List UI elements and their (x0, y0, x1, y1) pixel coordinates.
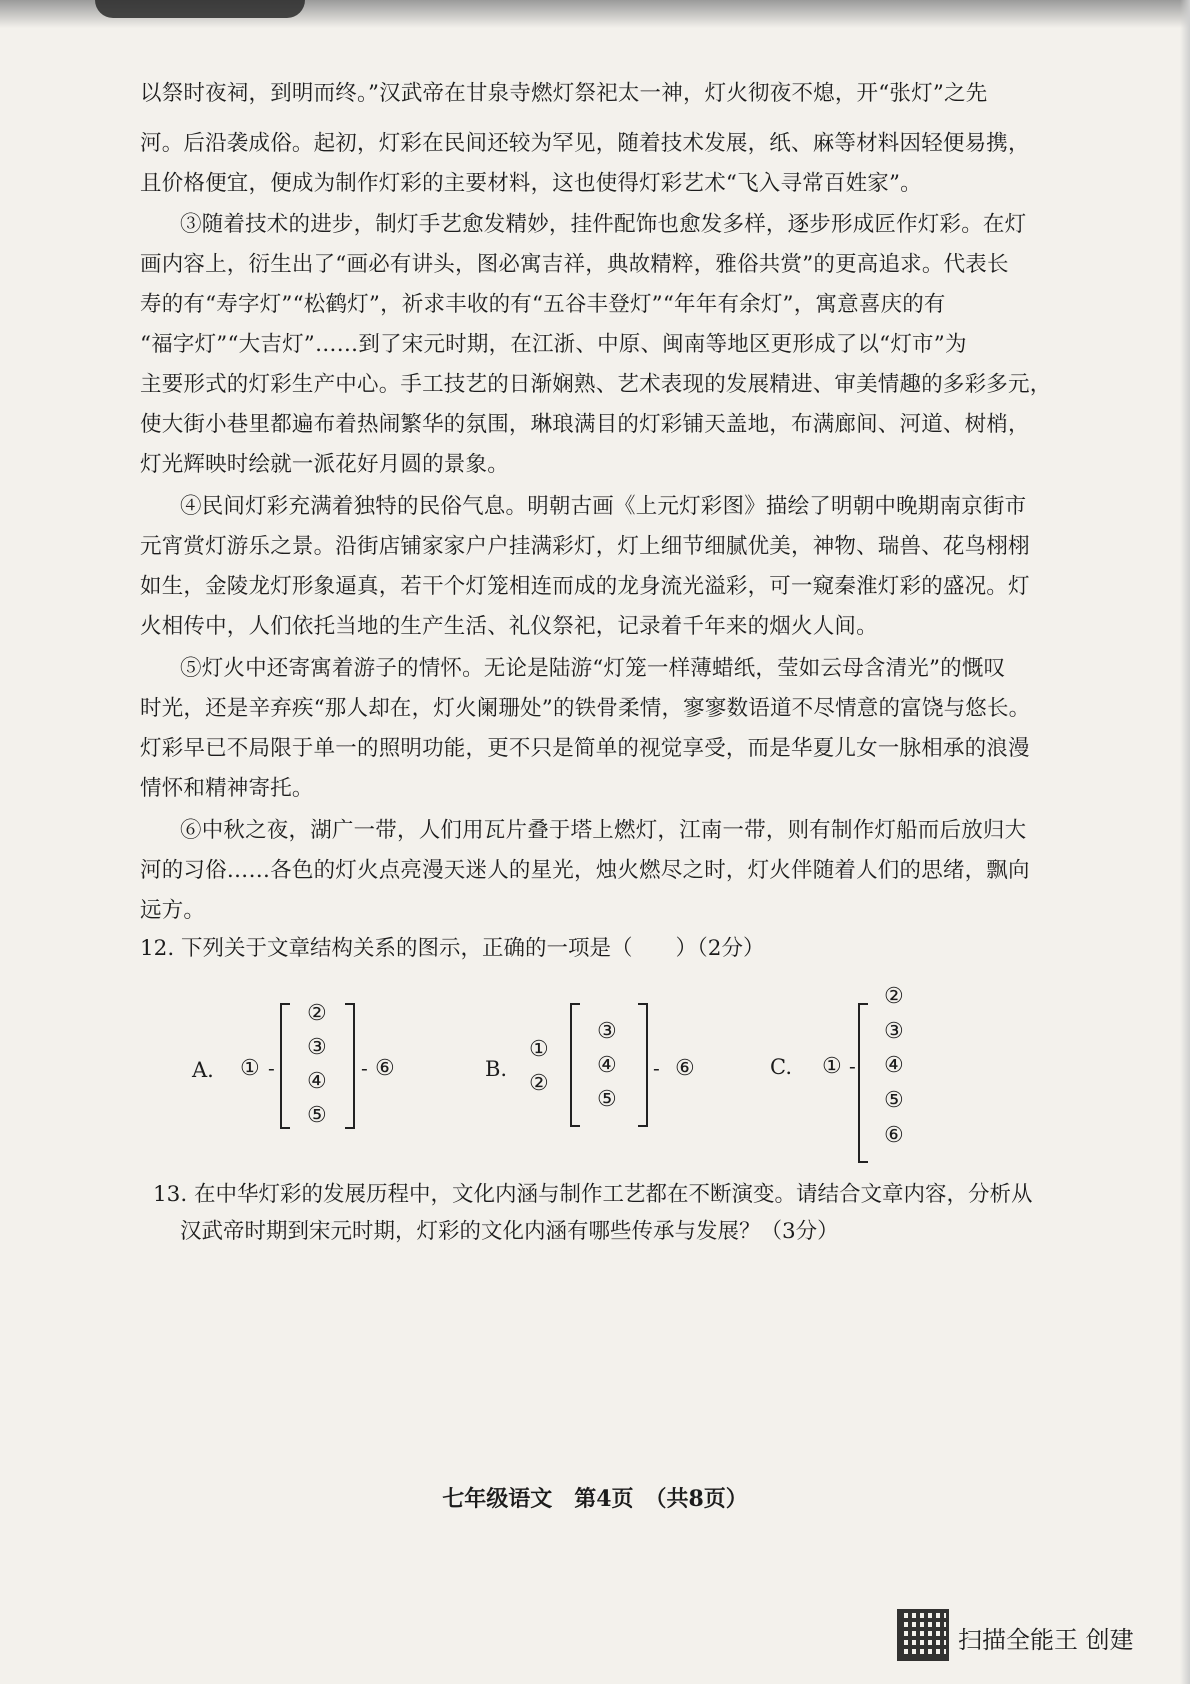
passage-line: ④民间灯彩充满着独特的民俗气息。明朝古画《上元灯彩图》描绘了明朝中晚期南京街市 (180, 494, 1027, 519)
diagram-node: ③ (597, 1019, 617, 1044)
passage-line: “福字灯”“大吉灯”……到了宋元时期，在江浙、中原、闽南等地区更形成了以“灯市”为 (140, 332, 967, 357)
diagram-node: ④ (884, 1053, 904, 1078)
question-13-line-1: 13. 在中华灯彩的发展历程中，文化内涵与制作工艺都在不断演变。请结合文章内容，分析从 (153, 1182, 1033, 1207)
passage-line: 画内容上，衍生出了“画必有讲头，图必寓吉祥，典故精粹，雅俗共赏”的更高追求。代表长 (140, 252, 1009, 277)
passage-line: 灯光辉映时绘就一派花好月圆的景象。 (140, 452, 509, 477)
diagram-node: ② (884, 984, 904, 1009)
passage-line: ⑥中秋之夜，湖广一带，人们用瓦片叠于塔上燃灯，江南一带，则有制作灯船而后放归大 (180, 818, 1027, 843)
diagram-left-bracket (570, 1003, 580, 1127)
page-footer: 七年级语文 第4页 （共8页） (442, 1486, 748, 1512)
passage-line: 寿的有“寿字灯”“松鹤灯”，祈求丰收的有“五谷丰登灯”“年年有余灯”，寓意喜庆的有 (140, 292, 946, 317)
diagram-node: ① (529, 1037, 549, 1062)
passage-line: ⑤灯火中还寄寓着游子的情怀。无论是陆游“灯笼一样薄蜡纸，莹如云母含清光”的慨叹 (180, 656, 1006, 681)
diagram-node: ⑥ (675, 1056, 695, 1081)
qr-code-icon (897, 1609, 949, 1661)
passage-line: 河的习俗……各色的灯火点亮漫天迷人的星光，烛火燃尽之时，灯火伴随着人们的思绪，飘向 (140, 858, 1030, 883)
passage-line: 使大街小巷里都遍布着热闹繁华的氛围，琳琅满目的灯彩铺天盖地，布满廊间、河道、树梢， (140, 412, 1030, 437)
diagram-node: ② (529, 1071, 549, 1096)
passage-line: 时光，还是辛弃疾“那人却在，灯火阑珊处”的铁骨柔情，寥寥数语道不尽情意的富饶与悠长。 (140, 696, 1031, 721)
diagram-node: ④ (597, 1053, 617, 1078)
diagram-node: ⑥ (884, 1123, 904, 1148)
scanner-watermark: 扫描全能王 创建 (958, 1626, 1134, 1654)
diagram-node: ⑥ (375, 1056, 395, 1081)
diagram-right-bracket (638, 1003, 648, 1127)
passage-line: 火相传中，人们依托当地的生产生活、礼仪祭祀，记录着千年来的烟火人间。 (140, 614, 878, 639)
passage-line: 如生，金陵龙灯形象逼真，若干个灯笼相连而成的龙身流光溢彩，可一窥秦淮灯彩的盛况。灯 (140, 574, 1030, 599)
finger-shadow (95, 0, 305, 18)
diagram-right-bracket (345, 1003, 355, 1129)
diagram-node: ③ (884, 1019, 904, 1044)
diagram-connector: - (849, 1054, 856, 1078)
passage-line: 河。后沿袭成俗。起初，灯彩在民间还较为罕见，随着技术发展，纸、麻等材料因轻便易携， (140, 131, 1030, 156)
diagram-node: ① (822, 1054, 842, 1079)
diagram-node: ③ (307, 1035, 327, 1060)
answer-space[interactable] (140, 1260, 1040, 1460)
option-b-label: B. (485, 1057, 508, 1081)
question-12: 12. 下列关于文章结构关系的图示，正确的一项是（ ）（2分） (140, 936, 765, 961)
passage-line: 主要形式的灯彩生产中心。手工技艺的日渐娴熟、艺术表现的发展精进、审美情趣的多彩多元， (140, 372, 1052, 397)
diagram-connector: - (361, 1056, 368, 1080)
passage-line: 且价格便宜，便成为制作灯彩的主要材料，这也使得灯彩艺术“飞入寻常百姓家”。 (140, 171, 922, 196)
passage-line: 灯彩早已不局限于单一的照明功能，更不只是简单的视觉享受，而是华夏儿女一脉相承的浪漫 (140, 736, 1030, 761)
option-a-label: A. (192, 1058, 214, 1082)
diagram-connector: - (268, 1056, 275, 1080)
diagram-node: ⑤ (884, 1088, 904, 1113)
page-right-shadow (1180, 0, 1190, 1684)
diagram-node: ⑤ (307, 1103, 327, 1128)
option-c-label: C. (770, 1055, 792, 1079)
passage-line: 情怀和精神寄托。 (140, 776, 314, 801)
diagram-node: ① (240, 1056, 260, 1081)
diagram-node: ⑤ (597, 1087, 617, 1112)
diagram-left-bracket (858, 1003, 868, 1163)
passage-line: 远方。 (140, 898, 206, 923)
passage-line: 元宵赏灯游乐之景。沿街店铺家家户户挂满彩灯，灯上细节细腻优美，神物、瑞兽、花鸟栩栩 (140, 534, 1030, 559)
question-13-line-2: 汉武帝时期到宋元时期，灯彩的文化内涵有哪些传承与发展？（3分） (180, 1219, 839, 1244)
diagram-connector: - (653, 1056, 660, 1080)
passage-line: 以祭时夜祠，到明而终。”汉武帝在甘泉寺燃灯祭祀太一神，灯火彻夜不熄，开“张灯”之先 (140, 81, 988, 106)
passage-line: ③随着技术的进步，制灯手艺愈发精妙，挂件配饰也愈发多样，逐步形成匠作灯彩。在灯 (180, 212, 1027, 237)
diagram-left-bracket (280, 1003, 290, 1129)
diagram-node: ② (307, 1001, 327, 1026)
diagram-node: ④ (307, 1069, 327, 1094)
